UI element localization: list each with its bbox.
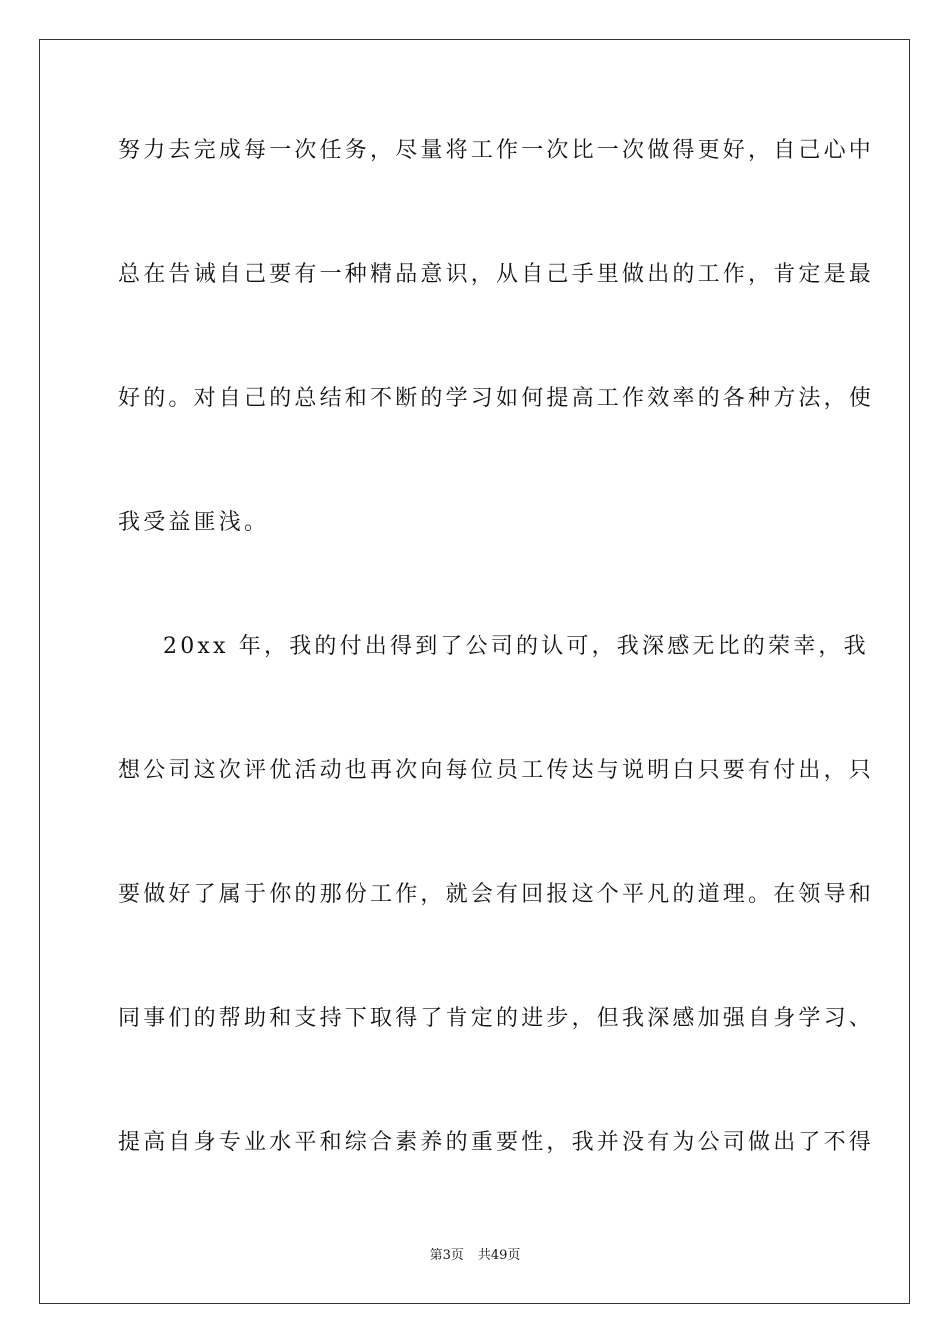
page-border <box>39 39 910 1304</box>
text-line-5: 20xx 年，我的付出得到了公司的认可，我深感无比的荣幸，我 <box>163 634 869 659</box>
total-pages: 共49页 <box>477 1248 521 1263</box>
text-line-3: 好的。对自己的总结和不断的学习如何提高工作效率的各种方法，使 <box>118 386 875 411</box>
text-line-2: 总在告诫自己要有一种精品意识，从自己手里做出的工作，肯定是最 <box>118 262 875 287</box>
page-number: 第3页 <box>429 1248 464 1263</box>
text-line-1: 努力去完成每一次任务，尽量将工作一次比一次做得更好，自己心中 <box>118 138 875 163</box>
text-line-4: 我受益匪浅。 <box>118 510 270 535</box>
text-line-7: 要做好了属于你的那份工作，就会有回报这个平凡的道理。在领导和 <box>118 882 875 907</box>
text-line-8: 同事们的帮助和支持下取得了肯定的进步，但我深感加强自身学习、 <box>118 1006 875 1031</box>
page-footer <box>0 1247 950 1265</box>
text-line-9: 提高自身专业水平和综合素养的重要性，我并没有为公司做出了不得 <box>118 1130 875 1155</box>
text-line-6: 想公司这次评优活动也再次向每位员工传达与说明白只要有付出，只 <box>118 758 875 783</box>
